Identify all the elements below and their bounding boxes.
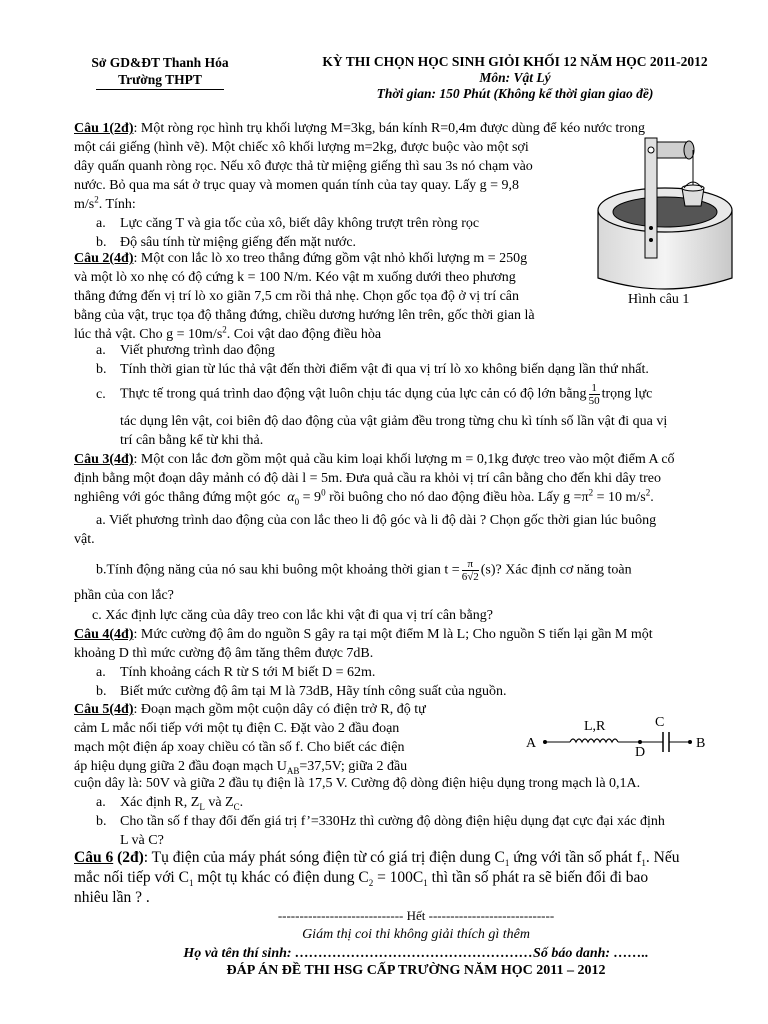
- q6-line1: Câu 6 (2đ): Tụ điện của máy phát sóng điện từ có giá trị điện dung $C_1$ ứng với tần số phát $f_1$. Nếu: [74, 849, 680, 869]
- q1-label: Câu 1(2đ): [74, 121, 134, 136]
- q5-line5: cuộn dây là: 50V và giữa 2 đầu tụ điện là 17,5 V. Cường độ dòng điện hiệu dụng trong mạch là 0,1A.: [74, 776, 641, 791]
- q3-item-a-line2: vật.: [74, 532, 95, 547]
- q3-item-c: c. Xác định lực căng của dây treo con lắc khi vật đi qua vị trí cân bằng?: [92, 608, 493, 623]
- q3-line2: định bằng một đoạn dây mảnh có độ dài l = 5m. Đưa quả cầu ra khỏi vị trí cân bằng cho đến khi dây treo: [74, 471, 661, 486]
- q2-item-c: c. Thực tế trong quá trình dao động vật luôn chịu tác dụng của lực cản có độ lớn bằng $\frac{1}{50}$ trọng lực: [96, 382, 653, 407]
- header-right: [290, 54, 740, 102]
- q3-line3: nghiêng với góc thẳng đứng một góc $\alpha_0 = 9^0$ rồi buông cho nó dao động điều hòa. Lấy $g =\pi^2 = 10$ $m/s^2$.: [74, 487, 654, 507]
- circuit-diagram: [520, 710, 720, 760]
- q1-line4: nước. Bỏ qua ma sát ở trục quay và momen quán tính của tay quay. Lấy g = 9,8: [74, 178, 519, 193]
- q5-label: Câu 5(4đ): [74, 702, 134, 717]
- q4-item-a: a. Tính khoảng cách R từ S tới M biết D = 62m.: [96, 665, 376, 680]
- q3-item-b-line2: phần của con lắc?: [74, 588, 174, 603]
- node-a-label: A: [526, 736, 537, 751]
- q1-line2: một cái giếng (hình vẽ). Một chiếc xô khối lượng m=2kg, được buộc vào một sợi: [74, 140, 529, 155]
- end-marker: ----------------------------- Hết -----------------------------: [277, 908, 555, 923]
- q5-line3: mạch một điện áp xoay chiều có tần số f. Cho biết các điện: [74, 740, 405, 755]
- q1-line5: $m/s^2$. Tính:: [74, 194, 136, 212]
- q6-line3: nhiêu lần ? .: [74, 889, 150, 906]
- figure-1-caption: Hình câu 1: [628, 292, 690, 307]
- q2-line1: Câu 2(4đ): Một con lắc lò xo treo thẳng đứng gồm vật nhỏ khối lượng m = 250g: [74, 251, 528, 266]
- q5-item-b-line2: L và C?: [120, 833, 164, 848]
- q4-line2: khoảng D thì mức cường độ âm tăng thêm được 7dB.: [74, 646, 374, 661]
- node-d-label: D: [635, 745, 646, 760]
- q1-item-a: a. Lực căng T và gia tốc của xô, biết dây không trượt trên ròng rọc: [96, 216, 480, 231]
- q5-line4: áp hiệu dụng giữa 2 đầu đoạn mạch $U_{AB}=37,5V$; giữa 2 đầu: [74, 759, 408, 776]
- q2-line3: thẳng đứng đến vị trí lò xo giãn 7,5 cm rồi thả nhẹ. Chọn gốc tọa độ ở vị trí cân: [74, 289, 520, 304]
- q2-label: Câu 2(4đ): [74, 251, 134, 266]
- fraction-1-50: $\frac{1}{50}$: [588, 382, 600, 407]
- q2-line4: bằng của vật, trục tọa độ thẳng đứng, chiều dương hướng lên trên, gốc thời gian là: [74, 308, 535, 323]
- student-info-line: Họ và tên thí sinh: ……………………………………………Số báo danh: ……..: [183, 946, 649, 961]
- fraction-pi-6sqrt2: $\frac{\pi}{6√2}$: [461, 558, 479, 583]
- q2-item-b: b. Tính thời gian từ lúc thả vật đến thời điểm vật đi qua vị trí lò xo không biến dạng lần thứ nhất.: [96, 362, 649, 377]
- q3-label: Câu 3(4đ): [74, 452, 134, 467]
- node-b-label: B: [696, 736, 706, 751]
- exam-title: KỲ THI CHỌN HỌC SINH GIỎI KHỐI 12 NĂM HỌC 2011-2012: [322, 54, 708, 69]
- q5-item-b: b. Cho tần số f thay đổi đến giá trị f’=330Hz thì cường độ dòng điện hiệu dụng đạt cực đại xác định: [96, 814, 665, 829]
- q3-item-a-line1: a. Viết phương trình dao động của con lắc theo li độ góc và li độ dài ? Chọn gốc thời gian lúc buông: [96, 513, 657, 528]
- q4-label: Câu 4(4đ): [74, 627, 134, 642]
- q5-item-a: a. Xác định R, $Z_L$ và $Z_C$.: [96, 795, 244, 812]
- q6-label: Câu 6: [74, 849, 114, 866]
- q6-line2: mắc nối tiếp với $C_1$ một tụ khác có điện dung $C_2 = 100C_1$ thì tần số phát ra sẽ biến đổi đi bao: [74, 869, 649, 889]
- header-left: [60, 54, 260, 90]
- q5-line2: cảm L mắc nối tiếp với một tụ điện C. Đặt vào 2 đầu đoạn: [74, 721, 400, 736]
- q2-item-c-line3: trí cân bằng kể từ khi thả.: [120, 433, 264, 448]
- department-name: Sở GD&ĐT Thanh Hóa: [91, 55, 229, 70]
- exam-subject: Môn: Vật Lý: [479, 70, 551, 85]
- q2-item-c-line2: tác dụng lên vật, coi biên độ dao động của vật giảm đều trong từng chu kì tính số lần vật đi qua vị: [120, 414, 668, 429]
- school-name: Trường THPT: [96, 71, 224, 90]
- proctor-note: Giám thị coi thi không giải thích gì thêm: [302, 927, 530, 942]
- q5-line1: Câu 5(4đ): Đoạn mạch gồm một cuộn dây có điện trở R, độ tự: [74, 702, 426, 717]
- q3-item-b-line1: b.Tính động năng của nó sau khi buông một khoảng thời gian t = $\frac{\pi}{6√2} (s)$? Xác định cơ năng toàn: [96, 558, 632, 583]
- q3-line1: Câu 3(4đ): Một con lắc đơn gồm một quả cầu kim loại khối lượng m = 0,1kg được treo vào một điểm A cố: [74, 452, 675, 467]
- q1-item-b: b. Độ sâu tính từ miệng giếng đến mặt nước.: [96, 235, 357, 250]
- q2-line5: lúc thả vật. Cho $g = 10m/s^2$. Coi vật dao động điều hòa: [74, 324, 382, 342]
- q4-line1: Câu 4(4đ): Mức cường độ âm do nguồn S gây ra tại một điểm M là L; Cho nguồn S tiến lại gần M một: [74, 627, 653, 642]
- q2-line2: và một lò xo nhẹ có độ cứng k = 100 N/m. Kéo vật m xuống dưới theo phương: [74, 270, 516, 285]
- inductor-coil: [570, 739, 618, 742]
- exam-time: Thời gian: 150 Phút (Không kể thời gian giao đề): [376, 86, 654, 101]
- q1-line3: dây quấn quanh ròng rọc. Nếu xô được thả từ miệng giếng thì sau 3s nó chạm vào: [74, 159, 533, 174]
- answer-key-title: ĐÁP ÁN ĐỀ THI HSG CẤP TRƯỜNG NĂM HỌC 2011 – 2012: [226, 963, 606, 978]
- capacitor-label: C: [655, 715, 665, 730]
- q1-line1: Câu 1(2đ): Một ròng rọc hình trụ khối lượng M=3kg, bán kính R=0,4m được dùng để kéo nước trong: [74, 121, 645, 136]
- q4-item-b: b. Biết mức cường độ âm tại M là 73dB, Hãy tính công suất của nguồn.: [96, 684, 507, 699]
- q2-item-a: a. Viết phương trình dao động: [96, 343, 275, 358]
- well-pulley-figure: [590, 128, 740, 293]
- coil-label: L,R: [584, 719, 606, 734]
